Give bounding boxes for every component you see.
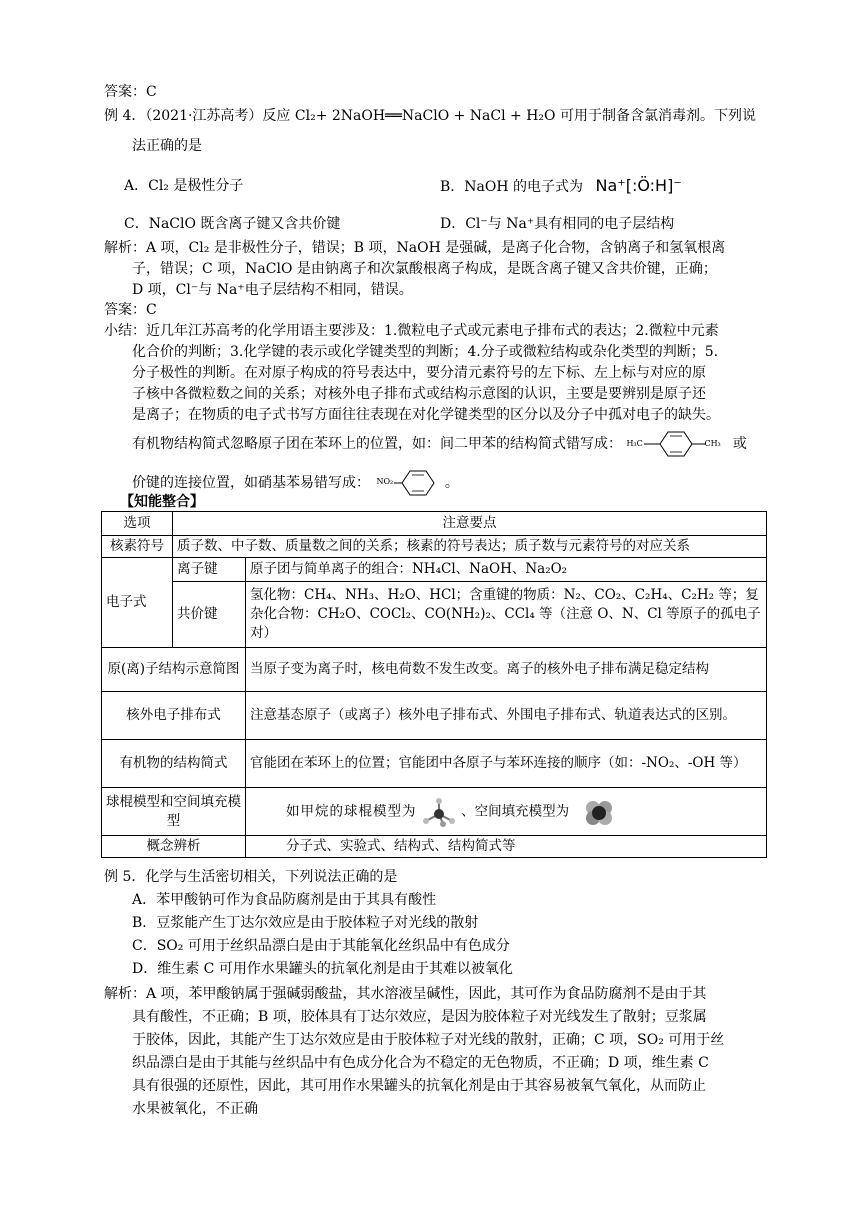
- row-text-organic-formula: 官能团在苯环上的位置；官能团中各原子与苯环连接的顺序（如：-NO₂、-OH 等）: [246, 740, 767, 788]
- meta-xylene-structure: [626, 429, 728, 459]
- naoh-electron-formula: Na⁺[:Ö:H]⁻: [595, 176, 682, 195]
- row-text-models: [246, 788, 767, 836]
- table-row: [102, 740, 767, 788]
- example5-option-d: D．维生素 C 可用作水果罐头的抗氧化剂是由于其难以被氧化: [132, 961, 513, 977]
- h3c-label: H₃C: [626, 439, 643, 448]
- example4-option-a: A．Cl₂ 是极性分子: [124, 178, 244, 194]
- row-text-nuclide: 质子数、中子数、质量数之间的关系；核素的符号表达；质子数与元素符号的对应关系: [173, 536, 767, 558]
- option-b-label: B．NaOH 的电子式为: [440, 179, 584, 195]
- summary-line5: 是离子；在物质的电子式书写方面往往表现在对化学键类型的区分以及分子中孤对电子的缺失。: [132, 407, 720, 423]
- row-label-electron-formula: 电子式: [102, 558, 173, 648]
- ball-and-stick-model-icon: [421, 797, 457, 827]
- row-label-structure-diagram: 原(离)子结构示意简图: [102, 648, 246, 692]
- summary-line6: [132, 429, 747, 459]
- example4-option-c: C．NaClO 既含离子键又含共价键: [124, 216, 341, 232]
- summary-line1: 小结：近几年江苏高考的化学用语主要涉及：1.微粒电子式或元素电子排布式的表达；2.微粒中元素: [104, 323, 719, 339]
- example5-analysis-line4: 织品漂白是由于其能与丝织品中有色成分化合为不稳定的无色物质，不正确；D 项，维生素 C: [132, 1055, 709, 1071]
- row-label-nuclide: 核素符号: [102, 536, 173, 558]
- benzene-ring-icon: [374, 468, 440, 498]
- example5-option-c: C．SO₂ 可用于丝织品漂白是由于其能氧化丝织品中有色成分: [132, 938, 510, 954]
- example5-analysis-line1: 解析：A 项，苯甲酸钠属于强碱弱酸盐，其水溶液呈碱性，因此，其可作为食品防腐剂不是由于其: [104, 986, 707, 1002]
- example4-option-b: [440, 176, 682, 197]
- row-label-concepts: 概念辨析: [102, 836, 246, 858]
- knowledge-table: [101, 511, 767, 858]
- summary-line4: 子核中各微粒数之间的关系；对核外电子排布式或结构示意图的认识，主要是要辨别是原子还: [132, 386, 706, 402]
- row-label-organic-formula: 有机物的结构简式: [102, 740, 246, 788]
- answer-line: 答案：C: [104, 84, 157, 100]
- row-text-ionic-bond: 原子团与简单离子的组合：NH₄Cl、NaOH、Na₂O₂: [246, 558, 767, 582]
- header-option: 选项: [102, 512, 173, 536]
- example5-analysis-line5: 具有很强的还原性，因此，其可用作水果罐头的抗氧化剂是由于其容易被氧气氧化，从而防止: [132, 1078, 706, 1094]
- summary-line7-text: 价键的连接位置，如硝基苯易错写成：: [132, 475, 370, 491]
- example5-option-b: B．豆浆能产生丁达尔效应是由于胶体粒子对光线的散射: [132, 915, 479, 931]
- table-row: [102, 692, 767, 740]
- summary-line7-end: 。: [444, 475, 459, 491]
- table-row: [102, 648, 767, 692]
- row-label-models: 球棍模型和空间填充模型: [102, 788, 246, 836]
- example5-analysis-line3: 于胶体，因此，其能产生丁达尔效应是由于胶体粒子对光线的散射，正确；C 项，SO₂ 可用于丝: [132, 1032, 725, 1048]
- knowledge-title: 【知能整合】: [120, 494, 204, 510]
- ball-stick-text: 如甲烷的球棍模型为: [286, 803, 417, 819]
- nitrobenzene-wrong-structure: [374, 468, 440, 498]
- space-filling-text: 、空间填充模型为: [461, 803, 570, 819]
- table-row: [102, 582, 767, 648]
- example4-stem-line2: 法正确的是: [132, 138, 202, 154]
- example4-answer: 答案：C: [104, 302, 157, 318]
- example4-analysis-line1: 解析：A 项，Cl₂ 是非极性分子，错误；B 项，NaOH 是强碱，是离子化合物，含钠离子和氢氧根离: [104, 240, 726, 256]
- row-label-electron-config: 核外电子排布式: [102, 692, 246, 740]
- example5-analysis-line2: 具有酸性，不正确；B 项，胶体具有丁达尔效应，是因为胶体粒子对光线发生了散射；豆浆属: [132, 1009, 707, 1025]
- table-row: [102, 558, 767, 582]
- ch3-label: CH₃: [704, 439, 721, 448]
- row-text-covalent-bond: 氢化物：CH₄、NH₃、H₂O、HCl；含重键的物质：N₂、CO₂、C₂H₄、C₂H₂ 等；复杂化合物：CH₂O、COCl₂、CO(NH₂)₂、CCl₄ 等（注意 O、N、Cl 等原子的孤电子对）: [246, 582, 767, 648]
- row-sub-ionic-bond: 离子键: [173, 558, 246, 582]
- example5-analysis-line6: 水果被氧化，不正确: [132, 1101, 258, 1117]
- example5-stem: 例 5．化学与生活密切相关，下列说法正确的是: [104, 869, 398, 885]
- table-row: [102, 788, 767, 836]
- example5-option-a: A．苯甲酸钠可作为食品防腐剂是由于其具有酸性: [132, 892, 437, 908]
- summary-line3: 分子极性的判断。在对原子构成的符号表达中，要分清元素符号的左下标、左上标与对应的原: [132, 365, 706, 381]
- example4-option-d: D．Cl⁻与 Na⁺具有相同的电子层结构: [440, 216, 675, 232]
- example4-stem-line1: 例 4．（2021·江苏高考）反应 Cl₂+ 2NaOH══NaClO + NaCl + H₂O 可用于制备含氯消毒剂。下列说: [104, 108, 756, 124]
- summary-line6-end: 或: [732, 436, 747, 452]
- summary-line6-text: 有机物结构简式忽略原子团在苯环上的位置，如：间二甲苯的结构简式错写成：: [132, 436, 622, 452]
- table-header-row: [102, 512, 767, 536]
- row-text-electron-config: 注意基态原子（或离子）核外电子排布式、外围电子排布式、轨道表达式的区别。: [246, 692, 767, 740]
- row-text-concepts: 分子式、实验式、结构式、结构简式等: [246, 836, 767, 858]
- row-sub-covalent-bond: 共价键: [173, 582, 246, 648]
- table-row: [102, 836, 767, 858]
- header-points: 注意要点: [173, 512, 767, 536]
- example4-analysis-line2: 子，错误；C 项，NaClO 是由钠离子和次氯酸根离子构成，是既含离子键又含共价键，正确；: [132, 261, 717, 277]
- example4-analysis-line3: D 项，Cl⁻与 Na⁺电子层结构不相同，错误。: [132, 282, 413, 298]
- no2-label: NO₂: [376, 477, 394, 486]
- space-filling-model-icon: [581, 797, 617, 827]
- row-text-structure-diagram: 当原子变为离子时，核电荷数不发生改变。离子的核外电子排布满足稳定结构: [246, 648, 767, 692]
- table-row: [102, 536, 767, 558]
- summary-line2: 化合价的判断；3.化学键的表示或化学键类型的判断；4.分子或微粒结构或杂化类型的判断；5.: [132, 344, 719, 360]
